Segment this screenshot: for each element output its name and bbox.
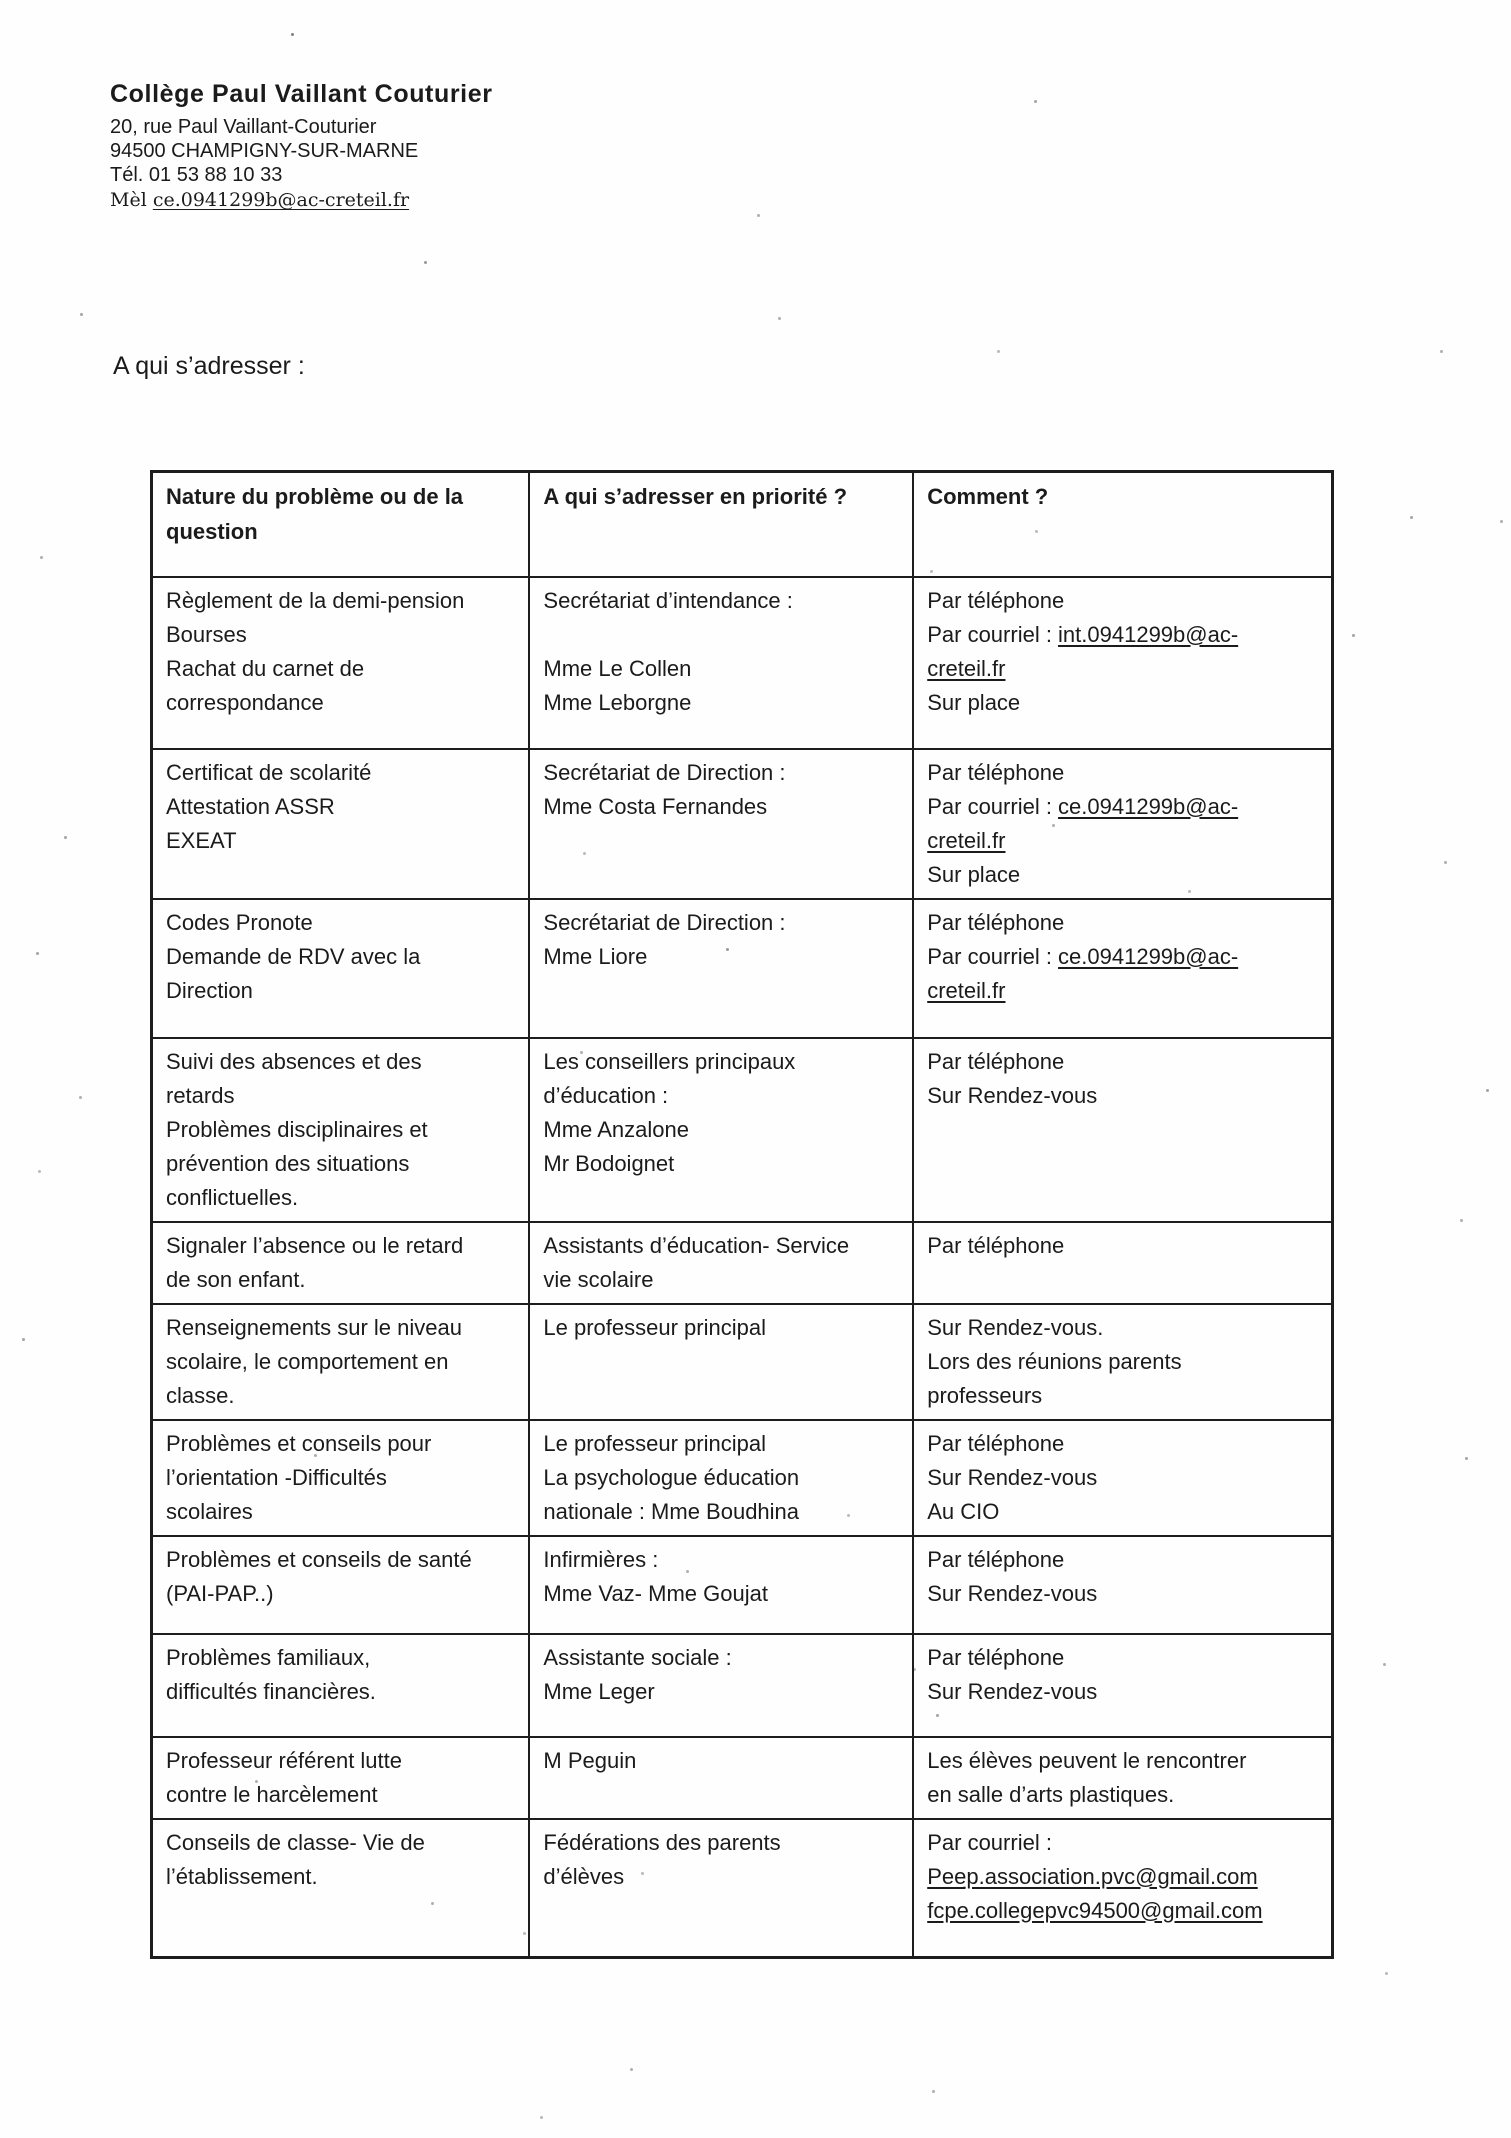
cell-how: [913, 577, 1332, 749]
table-row: [152, 899, 1333, 1038]
cell-line: [166, 1229, 515, 1263]
text-segment: d’élèves: [543, 1863, 625, 1889]
cell-line: [166, 1427, 515, 1461]
school-address-line-2: 94500 CHAMPIGNY-SUR-MARNE: [110, 140, 419, 162]
cell-line: [927, 858, 1318, 892]
cell-line: [543, 906, 899, 940]
text-segment: Professeur référent lutte: [166, 1747, 403, 1773]
school-phone: Tél. 01 53 88 10 33: [110, 164, 283, 186]
cell-line: [166, 686, 515, 720]
text-segment: Mr Bodoignet: [543, 1150, 675, 1176]
scan-noise: [0, 0, 3, 3]
cell-line: [927, 584, 1318, 618]
text-segment: d’éducation :: [543, 1082, 669, 1108]
cell-line: [927, 652, 1318, 686]
email-link: fcpe.collegepvc94500@gmail.com: [927, 1897, 1263, 1923]
text-segment: Mme Vaz- Mme Goujat: [543, 1580, 768, 1606]
cell-line: [166, 1181, 515, 1215]
intro-heading: A qui s’adresser :: [113, 352, 305, 380]
cell-line: [927, 1461, 1318, 1495]
text-segment: contre le harcèlement: [166, 1781, 378, 1807]
cell-line: [166, 1860, 515, 1894]
text-segment: Par téléphone: [927, 587, 1065, 613]
cell-line: [543, 1045, 899, 1079]
text-segment: correspondance: [166, 689, 324, 715]
header-cell-contact: A qui s’adresser en priorité ?: [529, 472, 913, 577]
text-segment: Par courriel :: [927, 793, 1059, 819]
text-segment: Fédérations des parents: [543, 1829, 781, 1855]
table-body: [152, 577, 1333, 1958]
text-segment: Sur Rendez-vous: [927, 1678, 1098, 1704]
text-segment: Infirmières :: [543, 1546, 659, 1572]
text-segment: Le professeur principal: [543, 1314, 766, 1340]
text-segment: Le professeur principal: [543, 1430, 766, 1456]
text-segment: Lors des réunions parents: [927, 1348, 1182, 1374]
text-segment: Demande de RDV avec la: [166, 943, 421, 969]
text-segment: Règlement de la demi-pension: [166, 587, 465, 613]
table-row: [152, 1304, 1333, 1420]
cell-line: [927, 1744, 1318, 1778]
text-segment: Direction: [166, 977, 253, 1003]
cell-line: [543, 756, 899, 790]
text-segment: Par courriel :: [927, 621, 1059, 647]
email-link: Peep.association.pvc@gmail.com: [927, 1863, 1258, 1889]
cell-line: [927, 1860, 1318, 1894]
cell-line: [166, 1577, 515, 1611]
text-segment: Mme Costa Fernandes: [543, 793, 768, 819]
letterhead: [110, 80, 493, 212]
table-row: [152, 1737, 1333, 1819]
cell-line: [927, 1079, 1318, 1113]
cell-problem: [152, 1536, 530, 1634]
email-label: Mèl: [110, 189, 153, 211]
text-segment: Sur Rendez-vous.: [927, 1314, 1104, 1340]
cell-line: [927, 1427, 1318, 1461]
cell-problem: [152, 1222, 530, 1304]
text-segment: Assistante sociale :: [543, 1644, 732, 1670]
cell-line: [927, 1045, 1318, 1079]
cell-line: [166, 1461, 515, 1495]
text-segment: Secrétariat de Direction :: [543, 759, 786, 785]
cell-line: [166, 1379, 515, 1413]
cell-problem: [152, 1634, 530, 1737]
cell-contact: [529, 1222, 913, 1304]
cell-line: [166, 790, 515, 824]
cell-line: [543, 1079, 899, 1113]
text-segment: professeurs: [927, 1382, 1043, 1408]
cell-line: [927, 1345, 1318, 1379]
cell-line: [166, 1641, 515, 1675]
cell-line: [927, 1894, 1318, 1928]
cell-line: [166, 974, 515, 1008]
cell-line: [543, 686, 899, 720]
cell-line: [166, 906, 515, 940]
email-link: creteil.fr: [927, 655, 1006, 681]
cell-how: [913, 749, 1332, 899]
cell-problem: [152, 577, 530, 749]
header-cell-problem: Nature du problème ou de la question: [152, 472, 530, 577]
text-segment: Par téléphone: [927, 1048, 1065, 1074]
text-segment: nationale : Mme Boudhina: [543, 1498, 800, 1524]
cell-line: [166, 940, 515, 974]
text-segment: retards: [166, 1082, 235, 1108]
cell-how: [913, 1222, 1332, 1304]
table-row: [152, 1222, 1333, 1304]
text-segment: conflictuelles.: [166, 1184, 299, 1210]
text-segment: Par téléphone: [927, 1430, 1065, 1456]
cell-line: [166, 1345, 515, 1379]
cell-line: [927, 686, 1318, 720]
text-segment: scolaires: [166, 1498, 253, 1524]
cell-line: [543, 1675, 899, 1709]
cell-line: [543, 652, 899, 686]
text-segment: Mme Le Collen: [543, 655, 692, 681]
cell-line: [166, 1311, 515, 1345]
cell-line: [927, 824, 1318, 858]
cell-line: [927, 1778, 1318, 1812]
cell-line: [166, 1778, 515, 1812]
cell-how: [913, 1420, 1332, 1536]
cell-line: [166, 652, 515, 686]
text-segment: Les élèves peuvent le rencontrer: [927, 1747, 1247, 1773]
text-segment: classe.: [166, 1382, 235, 1408]
email-link: int.0941299b@ac-: [1058, 621, 1239, 647]
text-segment: Codes Pronote: [166, 909, 313, 935]
cell-line: [543, 1577, 899, 1611]
cell-line: [543, 1461, 899, 1495]
cell-line: [927, 1311, 1318, 1345]
cell-line: [543, 790, 899, 824]
cell-line: [927, 618, 1318, 652]
header-cell-how: Comment ?: [913, 472, 1332, 577]
cell-line: [543, 1427, 899, 1461]
table-header-row: [152, 472, 1333, 577]
table-row: [152, 1634, 1333, 1737]
cell-line: [166, 1263, 515, 1297]
cell-line: [543, 1147, 899, 1181]
cell-line: [166, 1079, 515, 1113]
text-segment: EXEAT: [166, 827, 237, 853]
cell-how: [913, 1304, 1332, 1420]
cell-how: [913, 1536, 1332, 1634]
cell-line: [927, 974, 1318, 1008]
contact-table: [150, 470, 1334, 1959]
cell-problem: [152, 1819, 530, 1958]
text-segment: Mme Leger: [543, 1678, 655, 1704]
table-row: [152, 1038, 1333, 1222]
email-link: creteil.fr: [927, 977, 1006, 1003]
cell-line: [543, 1860, 899, 1894]
text-segment: La psychologue éducation: [543, 1464, 800, 1490]
text-segment: Bourses: [166, 621, 247, 647]
text-segment: difficultés financières.: [166, 1678, 376, 1704]
cell-line: [927, 1495, 1318, 1529]
cell-line: [543, 1113, 899, 1147]
cell-line: [166, 756, 515, 790]
text-segment: Par téléphone: [927, 1232, 1065, 1258]
text-segment: Les conseillers principaux: [543, 1048, 796, 1074]
cell-line: [166, 1113, 515, 1147]
cell-contact: [529, 1536, 913, 1634]
cell-line: [166, 1826, 515, 1860]
cell-line: [166, 1495, 515, 1529]
text-segment: Sur place: [927, 861, 1021, 887]
text-segment: Problèmes et conseils pour: [166, 1430, 432, 1456]
cell-line: [543, 940, 899, 974]
cell-line: [543, 1543, 899, 1577]
cell-line: [166, 1675, 515, 1709]
cell-contact: [529, 899, 913, 1038]
text-segment: Par téléphone: [927, 1546, 1065, 1572]
text-segment: Sur Rendez-vous: [927, 1082, 1098, 1108]
cell-problem: [152, 749, 530, 899]
table-row: [152, 1536, 1333, 1634]
text-segment: prévention des situations: [166, 1150, 410, 1176]
text-segment: Conseils de classe- Vie de: [166, 1829, 425, 1855]
table-row: [152, 1819, 1333, 1958]
text-segment: Mme Leborgne: [543, 689, 692, 715]
cell-line: [927, 1543, 1318, 1577]
cell-line: [166, 584, 515, 618]
text-segment: l’orientation -Difficultés: [166, 1464, 387, 1490]
cell-line: [543, 1311, 899, 1345]
cell-line: [166, 1543, 515, 1577]
text-segment: Renseignements sur le niveau: [166, 1314, 462, 1340]
text-segment: Secrétariat d’intendance :: [543, 587, 793, 613]
text-segment: Certificat de scolarité: [166, 759, 372, 785]
text-segment: Mme Liore: [543, 943, 648, 969]
text-segment: Mme Anzalone: [543, 1116, 689, 1142]
cell-contact: [529, 1038, 913, 1222]
cell-line: [543, 1229, 899, 1263]
cell-line: [927, 1577, 1318, 1611]
email-link: ce.0941299b@ac-: [1058, 793, 1239, 819]
cell-problem: [152, 1038, 530, 1222]
cell-line: [927, 1641, 1318, 1675]
table-row: [152, 749, 1333, 899]
text-segment: scolaire, le comportement en: [166, 1348, 449, 1374]
cell-contact: [529, 1304, 913, 1420]
cell-problem: [152, 899, 530, 1038]
text-segment: vie scolaire: [543, 1266, 654, 1292]
text-segment: Problèmes familiaux,: [166, 1644, 371, 1670]
cell-line: [543, 618, 899, 652]
table-row: [152, 1420, 1333, 1536]
cell-line: [927, 940, 1318, 974]
text-segment: l’établissement.: [166, 1863, 318, 1889]
text-segment: M Peguin: [543, 1747, 637, 1773]
text-segment: Rachat du carnet de: [166, 655, 365, 681]
cell-line: [927, 1675, 1318, 1709]
text-segment: Problèmes disciplinaires et: [166, 1116, 428, 1142]
cell-problem: [152, 1420, 530, 1536]
cell-how: [913, 1634, 1332, 1737]
school-address-line-1: 20, rue Paul Vaillant-Couturier: [110, 116, 377, 138]
school-name: Collège Paul Vaillant Couturier: [110, 80, 493, 108]
cell-line: [543, 1641, 899, 1675]
text-segment: Au CIO: [927, 1498, 1000, 1524]
cell-contact: [529, 1737, 913, 1819]
cell-how: [913, 1737, 1332, 1819]
text-segment: Problèmes et conseils de santé: [166, 1546, 472, 1572]
cell-contact: [529, 1634, 913, 1737]
text-segment: Par téléphone: [927, 1644, 1065, 1670]
cell-line: [927, 1826, 1318, 1860]
text-segment: Suivi des absences et des: [166, 1048, 422, 1074]
cell-line: [927, 906, 1318, 940]
cell-line: [927, 756, 1318, 790]
school-email-link: ce.0941299b@ac-creteil.fr: [152, 189, 410, 211]
text-segment: Par courriel :: [927, 1829, 1052, 1855]
cell-contact: [529, 749, 913, 899]
text-segment: (PAI-PAP..): [166, 1580, 274, 1606]
text-segment: Sur Rendez-vous: [927, 1580, 1098, 1606]
cell-contact: [529, 1420, 913, 1536]
text-segment: Par courriel :: [927, 943, 1059, 969]
text-segment: Signaler l’absence ou le retard: [166, 1232, 464, 1258]
text-segment: Assistants d’éducation- Service: [543, 1232, 850, 1258]
text-segment: en salle d’arts plastiques.: [927, 1781, 1175, 1807]
cell-line: [927, 790, 1318, 824]
cell-line: [166, 618, 515, 652]
cell-line: [166, 1045, 515, 1079]
cell-line: [927, 1379, 1318, 1413]
cell-line: [543, 1744, 899, 1778]
cell-problem: [152, 1304, 530, 1420]
cell-how: [913, 1819, 1332, 1958]
text-segment: Par téléphone: [927, 909, 1065, 935]
text-segment: Secrétariat de Direction :: [543, 909, 786, 935]
cell-line: [166, 1744, 515, 1778]
text-segment: Sur place: [927, 689, 1021, 715]
cell-line: [543, 1263, 899, 1297]
cell-line: [543, 1495, 899, 1529]
email-link: ce.0941299b@ac-: [1058, 943, 1239, 969]
cell-contact: [529, 577, 913, 749]
table-row: [152, 577, 1333, 749]
cell-line: [166, 1147, 515, 1181]
email-link: creteil.fr: [927, 827, 1006, 853]
cell-line: [166, 824, 515, 858]
cell-line: [543, 1826, 899, 1860]
cell-problem: [152, 1737, 530, 1819]
cell-how: [913, 1038, 1332, 1222]
text-segment: Par téléphone: [927, 759, 1065, 785]
text-segment: de son enfant.: [166, 1266, 306, 1292]
cell-how: [913, 899, 1332, 1038]
cell-line: [543, 584, 899, 618]
school-email-line: [110, 188, 493, 212]
cell-line: [927, 1229, 1318, 1263]
text-segment: Attestation ASSR: [166, 793, 335, 819]
text-segment: Sur Rendez-vous: [927, 1464, 1098, 1490]
cell-contact: [529, 1819, 913, 1958]
